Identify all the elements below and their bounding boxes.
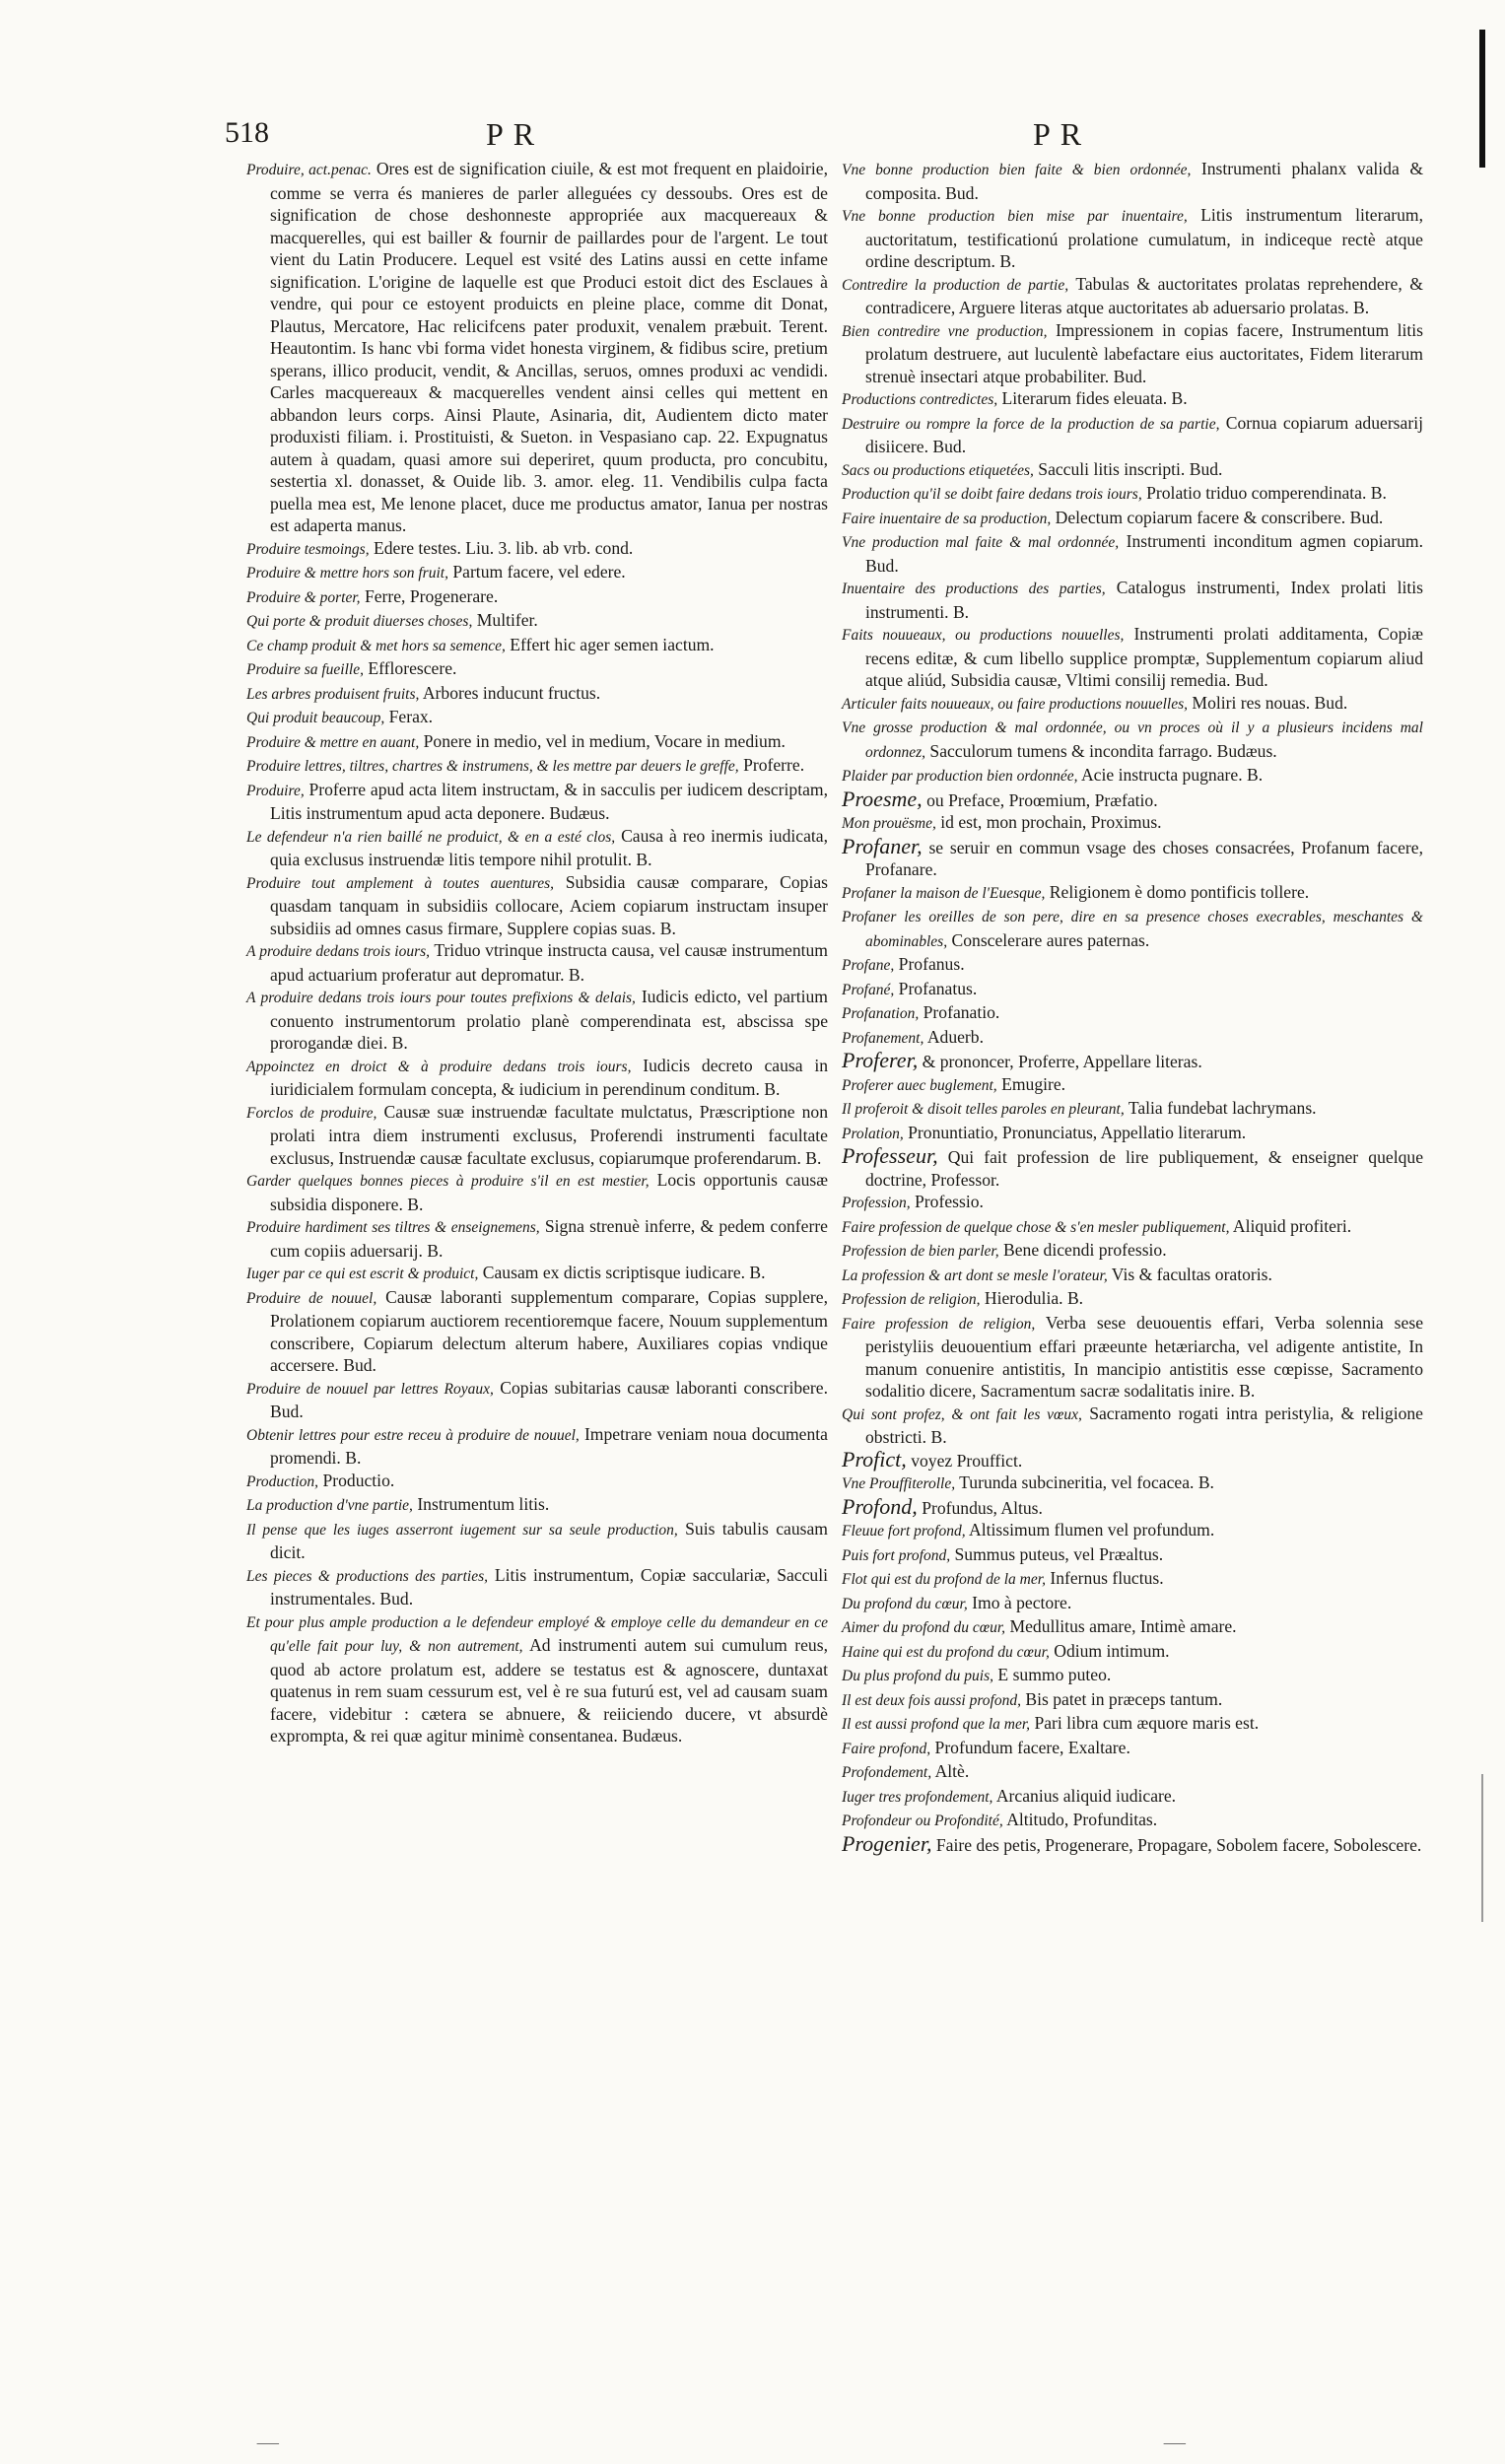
entry-headword: Fleuue fort profond, xyxy=(842,1523,966,1540)
entry-headword: Sacs ou productions etiquetées, xyxy=(842,461,1034,479)
entry-headword: Contredire la production de partie, xyxy=(842,276,1069,294)
dictionary-entry xyxy=(842,530,1423,577)
dictionary-entry xyxy=(246,871,828,940)
entry-headword: Flot qui est du profond de la mer, xyxy=(842,1571,1046,1588)
dictionary-entry xyxy=(842,1122,1423,1146)
dictionary-entry xyxy=(246,1215,828,1262)
right-column xyxy=(842,158,1423,1856)
dictionary-entry xyxy=(842,387,1423,412)
entry-headword: Faire profond, xyxy=(842,1740,931,1757)
dictionary-entry xyxy=(246,1055,828,1101)
entry-text: Ores est de signification ciuile, & est mot frequent en plaidoirie, comme se verra és manieres de parler alleguées cy dessoubs. Ores est de signification de chose deshonneste appropriée aux macquereaux & macquerelles, qui est bailler & fournir de paillardes pour de l'argent. Le tout vient du Latin Producere. Lequel est vsité des Latins aussi en cette infame signification. L'origine de laquelle est que Produci estoit dict des Esclaues à vendre, qui pour ce estoyent produicts en pleine place, comme dit Donat, Plautus, Mercatore, Hac relicifcens pater produxit, venalem præbuit. Terent. Heautontim. Is hanc vbi forma videt honesta virginem, & fidibus scire, pretium sperans, illico producit, vendit, & Ancillas, seruos, omnes produxi ac vendidi. Carles macquereaux & macquerelles vendent ainsi celles qui mettent en abbandon leurs corps. Ainsi Plaute, Asinaria, dit, Audientem dicto mater produxisti filiam. i. Prostituisti, & Sueton. in Vespasiano cap. 22. Expugnatus autem à quadam, quasi amore sui deperiret, quum producta, pro concubitu, sestertia xl. donasset, & Ouide lib. 3. amor. eleg. 11. Vendibilis culpa facta puella mea est, Me lenone placet, duce me productus amator, Ianua per nostras est adaperta manus. xyxy=(270,159,829,535)
entry-text: Moliri res nouas. Bud. xyxy=(1192,692,1348,713)
entry-text: Ponere in medio, vel in medium, Vocare in medium. xyxy=(423,730,786,751)
entry-text: Profundus, Altus. xyxy=(922,1497,1043,1518)
entry-headword: Proferer auec buglement, xyxy=(842,1076,997,1094)
entry-text: Emugire. xyxy=(1001,1073,1066,1094)
entry-text: Signa strenuè inferre, & pedem conferre cum copiis aduersarij. B. xyxy=(270,1216,828,1261)
entry-text: Altitudo, Profunditas. xyxy=(1006,1810,1158,1829)
dictionary-entry xyxy=(246,1423,828,1470)
entry-headword: Produire lettres, tiltres, chartres & instrumens, & les mettre par deuers le greffe, xyxy=(246,758,739,775)
entry-headword: Les arbres produisent fruits, xyxy=(246,685,420,703)
entry-text: Proferre. xyxy=(743,755,805,775)
dictionary-entry xyxy=(842,1737,1423,1761)
entry-text: Odium intimum. xyxy=(1054,1640,1170,1661)
entry-text: Talia fundebat lachrymans. xyxy=(1128,1098,1317,1118)
entry-text: Impetrare veniam noua documenta promendi. B. xyxy=(270,1423,828,1468)
dictionary-entry xyxy=(246,1610,828,1747)
dictionary-entry xyxy=(246,1286,828,1377)
entry-text: id est, mon prochain, Proximus. xyxy=(940,812,1162,832)
entry-text: Qui fait profession de lire publiquement, & enseigner quelque doctrine, Professor. xyxy=(865,1147,1423,1190)
entry-headword: Qui porte & produit diuerses choses, xyxy=(246,613,473,630)
entry-text: Litis instrumentum, Copiæ sacculariæ, Sacculi instrumentales. Bud. xyxy=(270,1564,828,1608)
entry-headword: Profanation, xyxy=(842,1005,920,1022)
left-column xyxy=(246,158,828,1747)
footer-mark-right: ⸺ xyxy=(1163,2436,1187,2451)
dictionary-entry xyxy=(842,412,1423,458)
entry-text: Hierodulia. B. xyxy=(984,1288,1084,1308)
entry-text: Arcanius aliquid iudicare. xyxy=(995,1785,1177,1806)
dictionary-entry xyxy=(246,1493,828,1518)
entry-headword: Destruire ou rompre la force de la production de sa partie, xyxy=(842,415,1220,433)
entry-headword: Garder quelques bonnes pieces à produire s'il en est mestier, xyxy=(246,1173,650,1190)
dictionary-entry xyxy=(246,657,828,682)
entry-text: Aliquid profiteri. xyxy=(1232,1215,1352,1236)
entry-headword: Produire tesmoings, xyxy=(246,540,370,558)
entry-headword: Forclos de produire, xyxy=(246,1104,377,1122)
entry-text: Causæ suæ instruendæ facultate mulctatus, Præscriptione non prolati intra diem instrumenti exclusus, Proferendi instrumenti facultate exclusus, Instruendæ causæ facultate exclusus, copiarumque proferendarum. B. xyxy=(270,1101,828,1168)
entry-text: & prononcer, Proferre, Appellare literas. xyxy=(922,1052,1202,1071)
entry-text: Altissimum flumen vel profundum. xyxy=(969,1520,1215,1540)
footer-mark-left: ⸺ xyxy=(256,2436,280,2451)
entry-text: Prolatio triduo comperendinata. B. xyxy=(1146,483,1387,503)
dictionary-entry xyxy=(842,273,1423,319)
dictionary-entry xyxy=(842,1664,1423,1688)
dictionary-entry xyxy=(246,986,828,1055)
entry-text: Causam ex dictis scriptisque iudicare. B. xyxy=(482,1263,766,1282)
entry-text: Productio. xyxy=(322,1470,395,1490)
entry-headword: Produire & mettre hors son fruit, xyxy=(246,565,448,582)
entry-text: Acie instructa pugnare. B. xyxy=(1080,765,1264,785)
entry-headword: Production, xyxy=(246,1472,319,1490)
dictionary-entry xyxy=(842,204,1423,273)
entry-headword: Produire, act.penac. xyxy=(246,162,372,178)
dictionary-entry xyxy=(246,1262,828,1286)
dictionary-entry xyxy=(246,1564,828,1610)
dictionary-entry xyxy=(842,1493,1423,1520)
page-edge-mark xyxy=(1479,30,1485,168)
dictionary-entry xyxy=(842,1830,1423,1857)
entry-headword: Produire sa fueille, xyxy=(246,661,364,678)
entry-headword: Profondement, xyxy=(842,1764,932,1781)
entry-text: Sacculorum tumens & incondita farrago. Budæus. xyxy=(929,740,1277,761)
entry-headword: Il pense que les iuges asserront iugement sur sa seule production, xyxy=(246,1521,678,1539)
dictionary-entry xyxy=(842,1688,1423,1713)
entry-text: Conscelerare aures paternas. xyxy=(951,929,1150,950)
entry-headword: Du profond du cœur, xyxy=(842,1595,968,1612)
entry-headword: Profanement, xyxy=(842,1029,924,1047)
entry-headword: Profession de religion, xyxy=(842,1291,981,1308)
entry-text: Cornua copiarum aduersarij disiicere. Bud. xyxy=(865,412,1423,456)
dictionary-entry xyxy=(842,1287,1423,1312)
entry-text: se seruir en commun vsage des choses consacrées, Profanum facere, Profanare. xyxy=(865,837,1423,879)
entry-text: Edere testes. Liu. 3. lib. ab vrb. cond. xyxy=(373,537,634,558)
entry-headword: Le defendeur n'a rien baillé ne produict, & en a esté clos, xyxy=(246,828,616,846)
entry-text: Profanatus. xyxy=(898,978,978,998)
entry-text: Impressionem in copias facere, Instrumentum litis prolatum destruere, aut luculentè labefactare eius auctoritates, Fidem literarum strenuè insectari atque probabiliter. Bud. xyxy=(865,319,1424,386)
entry-text: Instrumenti inconditum agmen copiarum. Bud. xyxy=(865,531,1423,576)
entry-text: Efflorescere. xyxy=(368,658,457,678)
dictionary-entry xyxy=(842,1592,1423,1616)
entry-text: Sacramento rogati intra peristylia, & religione obstricti. B. xyxy=(865,1403,1423,1447)
dictionary-entry xyxy=(246,537,828,562)
entry-text: Faire des petis, Progenerare, Propagare, Sobolem facere, Sobolescere. xyxy=(935,1834,1422,1855)
running-head-left: PR xyxy=(486,116,545,152)
dictionary-entry xyxy=(842,458,1423,483)
dictionary-entry xyxy=(842,811,1423,836)
page-number: 518 xyxy=(225,116,269,149)
entry-headword: Profession de bien parler, xyxy=(842,1243,999,1260)
entry-text: Bene dicendi professio. xyxy=(1003,1240,1167,1260)
dictionary-entry xyxy=(842,1809,1423,1833)
entry-text: Literarum fides eleuata. B. xyxy=(1001,388,1188,408)
dictionary-entry xyxy=(842,716,1423,764)
entry-headword: Produire & mettre en auant, xyxy=(246,733,420,751)
entry-text: Sacculi litis inscripti. Bud. xyxy=(1038,458,1223,479)
dictionary-entry xyxy=(842,623,1423,692)
entry-text: Religionem è domo pontificis tollere. xyxy=(1049,881,1310,902)
entry-headword: Profaner, xyxy=(842,833,923,858)
dictionary-entry xyxy=(842,1264,1423,1288)
entry-headword: Vne Prouffiterolle, xyxy=(842,1475,956,1492)
entry-text: Verba sese deuouentis effari, Verba solennia sese peristyliis deuouentium effari præeunte hetæriarcha, vel adigente antistite, In manum conuenire antistitis, In mancipio antistitis esse cœpisse, Sacramento sodalitio dicere, Sacramentum sacræ sodalitatis inire. B. xyxy=(865,1312,1423,1401)
entry-text: Multifer. xyxy=(476,610,538,630)
dictionary-entry xyxy=(842,764,1423,788)
entry-headword: Profession, xyxy=(842,1195,911,1211)
entry-headword: A produire dedans trois iours pour toutes prefixions & delais, xyxy=(246,990,636,1006)
entry-headword: A produire dedans trois iours, xyxy=(246,943,431,960)
entry-headword: La profession & art dont se mesle l'orateur, xyxy=(842,1266,1108,1284)
dictionary-entry xyxy=(842,482,1423,507)
entry-headword: Faire inuentaire de sa production, xyxy=(842,510,1052,527)
entry-headword: Plaider par production bien ordonnée, xyxy=(842,768,1078,785)
dictionary-entry xyxy=(842,1567,1423,1592)
entry-text: Iudicis edicto, vel partium conuento instrumentorum prolatio planè comperendinata est, abscissa spe prorogandæ diei. B. xyxy=(270,987,828,1053)
entry-headword: Profond, xyxy=(842,1493,918,1519)
entry-text: Profanatio. xyxy=(923,1002,1000,1022)
entry-text: Aduerb. xyxy=(926,1026,984,1047)
dictionary-entry xyxy=(246,158,828,537)
running-head-right: PR xyxy=(1033,116,1092,152)
entry-headword: Puis fort profond, xyxy=(842,1546,951,1564)
dictionary-entry xyxy=(842,1073,1423,1098)
dictionary-entry xyxy=(842,1712,1423,1737)
dictionary-entry xyxy=(246,561,828,585)
entry-headword: Inuentaire des productions des parties, xyxy=(842,581,1106,597)
entry-headword: Mon prouësme, xyxy=(842,815,936,832)
dictionary-entry xyxy=(246,1169,828,1215)
entry-headword: Et pour plus ample production a le defendeur employé & employe celle du demandeur en ce qu'elle fait pour luy, & non autrement, xyxy=(246,1613,828,1655)
entry-headword: Profaner les oreilles de son pere, dire en sa presence choses execrables, meschantes & abominables, xyxy=(842,909,1423,950)
entry-text: Profundum facere, Exaltare. xyxy=(934,1737,1130,1757)
dictionary-entry xyxy=(842,1446,1423,1472)
entry-text: Medullitus amare, Intimè amare. xyxy=(1009,1616,1237,1636)
entry-text: E summo puteo. xyxy=(997,1665,1112,1684)
dictionary-entry xyxy=(842,881,1423,906)
entry-headword: Il est deux fois aussi profond, xyxy=(842,1691,1021,1709)
entry-headword: Obtenir lettres pour estre receu à produire de nouuel, xyxy=(246,1426,580,1444)
entry-headword: Produire hardiment ses tiltres & enseignemens, xyxy=(246,1219,540,1236)
entry-text: Causa à reo inermis iudicata, quia exclusus instruendæ litis tempore nihil protulit. B. xyxy=(270,825,828,869)
entry-headword: Proferer, xyxy=(842,1048,919,1072)
dictionary-entry xyxy=(246,706,828,730)
dictionary-entry xyxy=(246,1377,828,1423)
dictionary-entry xyxy=(246,1470,828,1494)
dictionary-entry xyxy=(842,1050,1423,1073)
entry-headword: Qui sont profez, & ont fait les vœux, xyxy=(842,1405,1082,1423)
entry-text: Tabulas & auctoritates prolatas reprehendere, & contradicere, Arguere literas atque auctoritates ab aduersario prolatas. B. xyxy=(865,273,1423,317)
entry-headword: Produire tout amplement à toutes auentures, xyxy=(246,874,555,892)
dictionary-entry xyxy=(842,1519,1423,1543)
entry-text: voyez Prouffict. xyxy=(911,1450,1023,1471)
entry-headword: Aimer du profond du cœur, xyxy=(842,1619,1006,1636)
entry-text: Ad instrumenti autem sui cumulum reus, quod ab actore prolatum est, addere se testatus est & agnoscere, duntaxat quatenus in rem suam cessurum est, vel è re sua futurú est, vel ad causam suam facere, videbitur : cætera se abnuere, & reiiciendo ducere, vt absurdè exprompta, & rei quæ agitur minimè consentanea. Budæus. xyxy=(270,1635,828,1745)
entry-headword: Haine qui est du profond du cœur, xyxy=(842,1643,1050,1661)
entry-text: Infernus fluctus. xyxy=(1050,1568,1164,1588)
entry-text: Proferre apud acta litem instructam, & in sacculis per iudicem descriptam, Litis instrumentum apud acta deponere. Budæus. xyxy=(270,779,828,823)
entry-text: Vis & facultas oratoris. xyxy=(1111,1264,1272,1284)
entry-headword: Du plus profond du puis, xyxy=(842,1668,994,1684)
page-header xyxy=(225,116,1457,156)
entry-headword: Faire profession de religion, xyxy=(842,1315,1036,1333)
entry-text: Copias subitarias causæ laboranti conscribere. Bud. xyxy=(270,1377,829,1421)
dictionary-entry xyxy=(842,507,1423,531)
dictionary-entry xyxy=(842,1026,1423,1051)
entry-headword: La production d'vne partie, xyxy=(246,1497,413,1514)
dictionary-entry xyxy=(842,1640,1423,1665)
dictionary-entry xyxy=(246,825,828,871)
dictionary-entry xyxy=(842,1760,1423,1785)
dictionary-entry xyxy=(842,1191,1423,1215)
entry-headword: Iuger tres profondement, xyxy=(842,1788,993,1806)
entry-headword: Ce champ produit & met hors sa semence, xyxy=(246,637,506,654)
entry-headword: Prolation, xyxy=(842,1125,904,1142)
entry-headword: Articuler faits nouueaux, ou faire productions nouuelles, xyxy=(842,695,1189,713)
entry-headword: Les pieces & productions des parties, xyxy=(246,1567,488,1585)
dictionary-entry xyxy=(842,1785,1423,1810)
entry-text: Professio. xyxy=(915,1192,984,1211)
entry-text: Bis patet in præceps tantum. xyxy=(1025,1688,1223,1709)
entry-text: Litis instrumentum literarum, auctoritatum, testificationú prolatione cumulatum, in indiceque rectè atque ordine descriptum. B. xyxy=(865,205,1423,271)
entry-headword: Profict, xyxy=(842,1446,907,1472)
dictionary-entry xyxy=(246,754,828,779)
entry-headword: Production qu'il se doibt faire dedans trois iours, xyxy=(842,486,1142,503)
entry-text: Catalogus instrumenti, Index prolati litis instrumenti. B. xyxy=(865,578,1424,622)
entry-text: Instrumenti prolati additamenta, Copiæ recens editæ, & cum libello supplice promptæ, Supplementum copiarum aliud atque aliúd, Subsidia causæ, Vltimi consilij remedia. Bud. xyxy=(865,624,1423,690)
dictionary-entry xyxy=(842,1403,1423,1449)
dictionary-entry xyxy=(246,682,828,707)
entry-text: Locis opportunis causæ subsidia disponere. B. xyxy=(270,1170,828,1214)
dictionary-entry xyxy=(842,692,1423,717)
dictionary-entry xyxy=(246,609,828,634)
entry-headword: Vne bonne production bien mise par inuentaire, xyxy=(842,208,1188,225)
entry-text: Altè. xyxy=(934,1761,970,1781)
entry-headword: Profondeur ou Profondité, xyxy=(842,1813,1003,1829)
entry-headword: Profané, xyxy=(842,981,895,998)
entry-text: Pronuntiatio, Pronunciatus, Appellatio literarum. xyxy=(908,1122,1247,1142)
entry-text: Delectum copiarum facere & conscribere. Bud. xyxy=(1055,507,1384,527)
entry-headword: Bien contredire vne production, xyxy=(842,322,1048,340)
entry-headword: Faire profession de quelque chose & s'en mesler publiquement, xyxy=(842,1218,1230,1236)
entry-text: Subsidia causæ comparare, Copias quasdam tanquam in subsidiis collocare, Aciem copiarum instructam insuper subsidiis ad omnes casus firmare, Supplere copias suas. B. xyxy=(270,871,828,938)
entry-text: Arbores inducunt fructus. xyxy=(422,682,601,703)
entry-text: Instrumenti phalanx valida & composita. Bud. xyxy=(865,159,1423,203)
dictionary-entry xyxy=(842,1472,1423,1496)
dictionary-entry xyxy=(842,1001,1423,1026)
dictionary-entry xyxy=(246,730,828,755)
dictionary-entry xyxy=(842,1543,1423,1568)
dictionary-entry xyxy=(842,978,1423,1002)
dictionary-entry xyxy=(842,1097,1423,1122)
entry-headword: Produire de nouuel par lettres Royaux, xyxy=(246,1380,494,1398)
entry-headword: Appoinctez en droict & à produire dedans trois iours, xyxy=(246,1058,632,1075)
dictionary-entry xyxy=(842,1145,1423,1191)
entry-text: Ferre, Progenerare. xyxy=(364,585,499,606)
dictionary-entry xyxy=(842,158,1423,204)
entry-headword: Il est aussi profond que la mer, xyxy=(842,1716,1031,1733)
entry-text: Suis tabulis causam dicit. xyxy=(270,1518,828,1562)
dictionary-entry xyxy=(842,833,1423,881)
dictionary-entry xyxy=(842,577,1423,623)
entry-headword: Productions contredictes, xyxy=(842,391,998,408)
entry-text: Imo à pectore. xyxy=(972,1592,1072,1612)
entry-text: Effert hic ager semen iactum. xyxy=(510,634,715,654)
dictionary-entry xyxy=(842,905,1423,953)
page-edge-shadow xyxy=(1481,1774,1483,1922)
entry-headword: Progenier, xyxy=(842,1830,932,1856)
entry-headword: Vne production mal faite & mal ordonnée, xyxy=(842,534,1120,551)
dictionary-entry xyxy=(842,319,1423,388)
entry-text: Iudicis decreto causa in iuridicialem formulam concepta, & iudicium in perendinum conditum. B. xyxy=(270,1055,829,1099)
entry-headword: Professeur, xyxy=(842,1143,938,1168)
dictionary-entry xyxy=(842,953,1423,978)
dictionary-entry xyxy=(842,1615,1423,1640)
entry-text: Pari libra cum æquore maris est. xyxy=(1034,1713,1260,1733)
entry-text: ou Preface, Proœmium, Præfatio. xyxy=(926,789,1158,810)
entry-headword: Profane, xyxy=(842,957,895,974)
entry-text: Summus puteus, vel Præaltus. xyxy=(954,1543,1164,1564)
dictionary-entry xyxy=(246,1518,828,1564)
entry-headword: Vne bonne production bien faite & bien ordonnée, xyxy=(842,162,1192,178)
entry-text: Partum facere, vel edere. xyxy=(452,562,626,582)
dictionary-entry xyxy=(842,1239,1423,1264)
dictionary-entry xyxy=(842,1215,1423,1240)
dictionary-entry xyxy=(246,779,828,825)
entry-text: Instrumentum litis. xyxy=(417,1494,550,1514)
entry-headword: Qui produit beaucoup, xyxy=(246,710,385,726)
entry-text: Triduo vtrinque instructa causa, vel causæ instrumentum apud actuarium proferatur aut depromatur. B. xyxy=(270,940,828,985)
entry-headword: Vne grosse production & mal ordonnée, ou vn proces où il y a plusieurs incidens mal ordonnez, xyxy=(842,719,1423,761)
dictionary-entry xyxy=(246,1101,828,1170)
entry-text: Causæ laboranti supplementum comparare, Copias supplere, Prolationem copiarum auctiorem recentioremque facere, Nouum supplementum conscribere, Copiarum delectum alterum habere, Auxiliares copias vndique accersere. Bud. xyxy=(270,1286,829,1375)
dictionary-entry xyxy=(842,1312,1423,1403)
entry-text: Turunda subcineritia, vel focacea. B. xyxy=(959,1472,1214,1492)
dictionary-entry xyxy=(246,939,828,986)
dictionary-entry xyxy=(842,788,1423,812)
entry-headword: Produire, xyxy=(246,782,305,799)
entry-text: Ferax. xyxy=(388,707,434,726)
entry-headword: Produire & porter, xyxy=(246,588,361,606)
entry-headword: Il proferoit & disoit telles paroles en pleurant, xyxy=(842,1101,1125,1118)
entry-headword: Iuger par ce qui est escrit & produict, xyxy=(246,1266,479,1282)
entry-headword: Proesme, xyxy=(842,786,923,811)
entry-headword: Profaner la maison de l'Euesque, xyxy=(842,884,1046,902)
entry-text: Profanus. xyxy=(898,954,965,974)
entry-headword: Faits nouueaux, ou productions nouuelles, xyxy=(842,627,1125,644)
dictionary-entry xyxy=(246,634,828,658)
entry-headword: Produire de nouuel, xyxy=(246,1289,377,1307)
dictionary-entry xyxy=(246,585,828,610)
